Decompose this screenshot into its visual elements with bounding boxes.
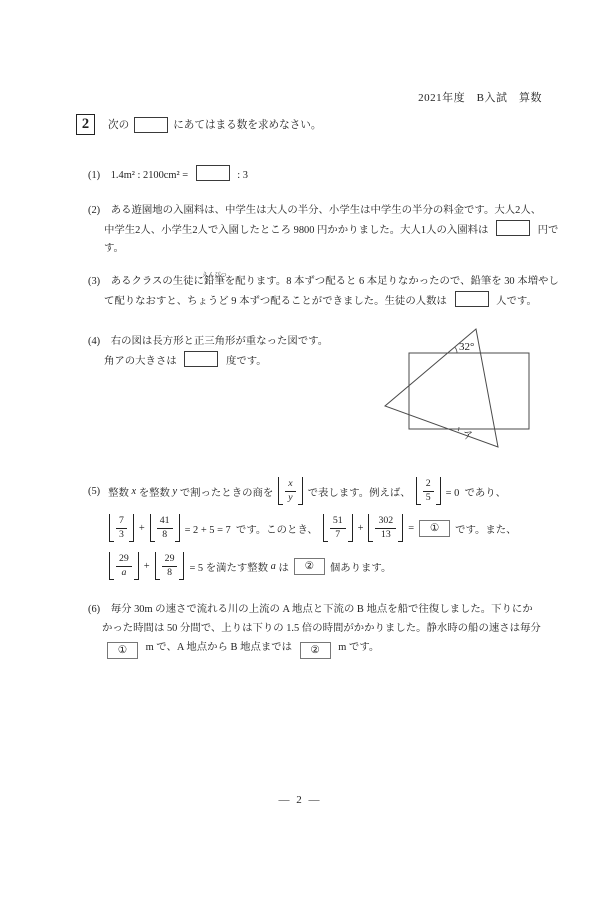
floor-fraction-302-13	[368, 514, 403, 542]
question-3-line2	[104, 291, 537, 311]
fraction-denominator: 3	[119, 529, 124, 540]
answer-box	[455, 291, 489, 307]
answer-box-circled-1: ①	[107, 642, 138, 659]
q4-text-line2-end: 度です。	[225, 356, 267, 367]
q3-text-line2: て配りなおすと、ちょうど 9 本ずつ配ることができました。生徒の人数は	[104, 296, 447, 307]
fraction-numerator: 302	[375, 515, 396, 528]
fraction-denominator: 8	[167, 567, 173, 578]
fraction-denominator: a	[121, 567, 127, 578]
q1-expression-right: : 3	[237, 170, 248, 181]
q5-text: 個あります。	[329, 562, 392, 574]
q5-text: 整数	[108, 487, 132, 499]
fraction-numerator: 51	[330, 515, 346, 528]
floor-bracket-right	[298, 477, 303, 505]
floor-bracket-right	[134, 552, 139, 580]
var-y: y	[172, 485, 178, 497]
fraction-numerator: 29	[162, 553, 178, 566]
floor-fraction-41-8	[150, 514, 180, 542]
q3-text-line2-end: 人です。	[496, 296, 537, 307]
q6-text-line2: かった時間は 50 分間で、上りは下りの 1.5 倍の時間がかかりました。静水時の船の速さは毎分	[102, 623, 541, 634]
intro-text-post: にあてはまる数を求めなさい。	[173, 120, 322, 131]
fraction-numerator: x	[285, 478, 295, 491]
q2-text-line2: 中学生2人、小学生2人で入園したところ 9800 円かかりました。大人1人の入園料は	[104, 225, 489, 236]
pencil-kanji: 鉛筆	[203, 276, 225, 287]
question-6-line3	[102, 638, 379, 659]
floor-bracket-right	[175, 514, 180, 542]
q3-text-line1-pre: あるクラスの生徒に	[110, 276, 204, 287]
question-3-line1	[88, 272, 559, 291]
rectangle-shape	[409, 353, 529, 429]
question-2-line2	[104, 220, 558, 240]
question-2-line3	[104, 239, 124, 258]
angle-32-label: 32°	[459, 341, 475, 353]
floor-bracket-right	[129, 514, 134, 542]
q5-text: = 2 + 5 = 7 です。このとき、	[184, 524, 318, 536]
question-5-line3	[104, 549, 391, 583]
q5-text: で表します。例えば、	[307, 487, 411, 499]
floor-fraction-x-y	[278, 477, 302, 505]
fraction-denominator: y	[288, 492, 293, 503]
answer-box-circled-2: ②	[300, 642, 331, 659]
q2-text-line1: ある遊園地の入園料は、中学生は大人の半分、小学生は中学生の半分の料金です。大人2人、	[110, 205, 542, 216]
answer-box	[134, 117, 168, 133]
page-header: 2021年度 B入試 算数	[418, 92, 542, 104]
q1-expression-left: 1.4m² : 2100cm² =	[110, 170, 189, 181]
q1-label: (1)	[88, 170, 101, 181]
question-1	[88, 165, 248, 185]
q5-text: で割ったときの商を	[177, 487, 274, 499]
q6-text-line1: 毎分 30m の速さで流れる川の上流の A 地点と下流の B 地点を船で往復しました。下りにか	[110, 604, 533, 615]
answer-box-circled-1: ①	[419, 520, 450, 537]
fraction-denominator: 13	[380, 529, 391, 540]
q6-label: (6)	[88, 604, 101, 615]
q5-text: は	[275, 562, 289, 574]
angle-arc-top	[455, 347, 457, 353]
q2-text-line3: す。	[104, 243, 124, 254]
q5-text: = 0 であり、	[445, 487, 507, 499]
plus-sign: +	[143, 560, 150, 572]
answer-box	[196, 165, 230, 181]
question-4-line1	[88, 332, 328, 351]
question-5-line2	[104, 511, 517, 545]
floor-fraction-29-8	[155, 552, 185, 580]
problem-number-box: 2	[76, 114, 95, 135]
fraction-denominator: 8	[162, 529, 168, 540]
equals-sign: =	[408, 522, 415, 534]
floor-fraction-7-3	[109, 514, 134, 542]
q3-label: (3)	[88, 276, 101, 287]
fraction-numerator: 41	[157, 515, 173, 528]
intro-text-pre: 次の	[108, 120, 130, 131]
pencil-ruby	[201, 271, 227, 291]
var-a: a	[270, 560, 276, 572]
plus-sign: +	[357, 522, 364, 534]
q5-text: を整数	[136, 487, 173, 499]
q3-text-line1-post: を配ります。8 本ずつ配ると 6 本足りなかったので、鉛筆を 30 本増やし	[224, 276, 559, 287]
floor-fraction-51-7	[323, 514, 353, 542]
floor-bracket-right	[398, 514, 403, 542]
q2-label: (2)	[88, 205, 101, 216]
fraction-numerator: 29	[116, 553, 132, 566]
fraction-numerator: 7	[116, 515, 127, 528]
plus-sign: +	[138, 522, 145, 534]
q4-figure	[378, 320, 543, 457]
q4-text-line2: 角アの大きさは	[104, 356, 177, 367]
answer-box	[496, 220, 530, 236]
angle-a-label: ア	[463, 431, 473, 442]
fraction-numerator: 2	[423, 478, 434, 491]
q4-text-line1: 右の図は長方形と正三角形が重なった図です。	[110, 336, 329, 347]
question-5-line1	[88, 474, 506, 508]
q5-label: (5)	[88, 485, 101, 497]
floor-bracket-right	[436, 477, 441, 505]
question-4-line2	[104, 351, 267, 371]
rectangle-triangle-diagram	[378, 320, 543, 452]
page-number: — 2 —	[278, 794, 322, 806]
var-x: x	[131, 485, 137, 497]
floor-bracket-right	[179, 552, 184, 580]
floor-bracket-right	[348, 514, 353, 542]
q6-text-line3-end: m です。	[338, 642, 380, 653]
floor-fraction-2-5	[416, 477, 441, 505]
q6-text-line3-mid: m で、A 地点から B 地点までは	[145, 642, 293, 653]
floor-fraction-29-a	[109, 552, 139, 580]
question-6-line2	[102, 619, 541, 638]
q5-text: です。また、	[455, 524, 517, 536]
fraction-denominator: 5	[425, 492, 431, 503]
q5-text: = 5 を満たす整数	[189, 562, 271, 574]
q4-label: (4)	[88, 336, 101, 347]
problem-intro	[76, 114, 322, 135]
answer-box	[184, 351, 218, 367]
pencil-furigana: えんぴつ	[201, 271, 227, 279]
question-2-line1	[88, 201, 541, 220]
fraction-denominator: 7	[335, 529, 341, 540]
question-6-line1	[88, 600, 533, 619]
answer-box-circled-2: ②	[294, 558, 325, 575]
q2-text-line2-end: 円で	[537, 225, 559, 236]
